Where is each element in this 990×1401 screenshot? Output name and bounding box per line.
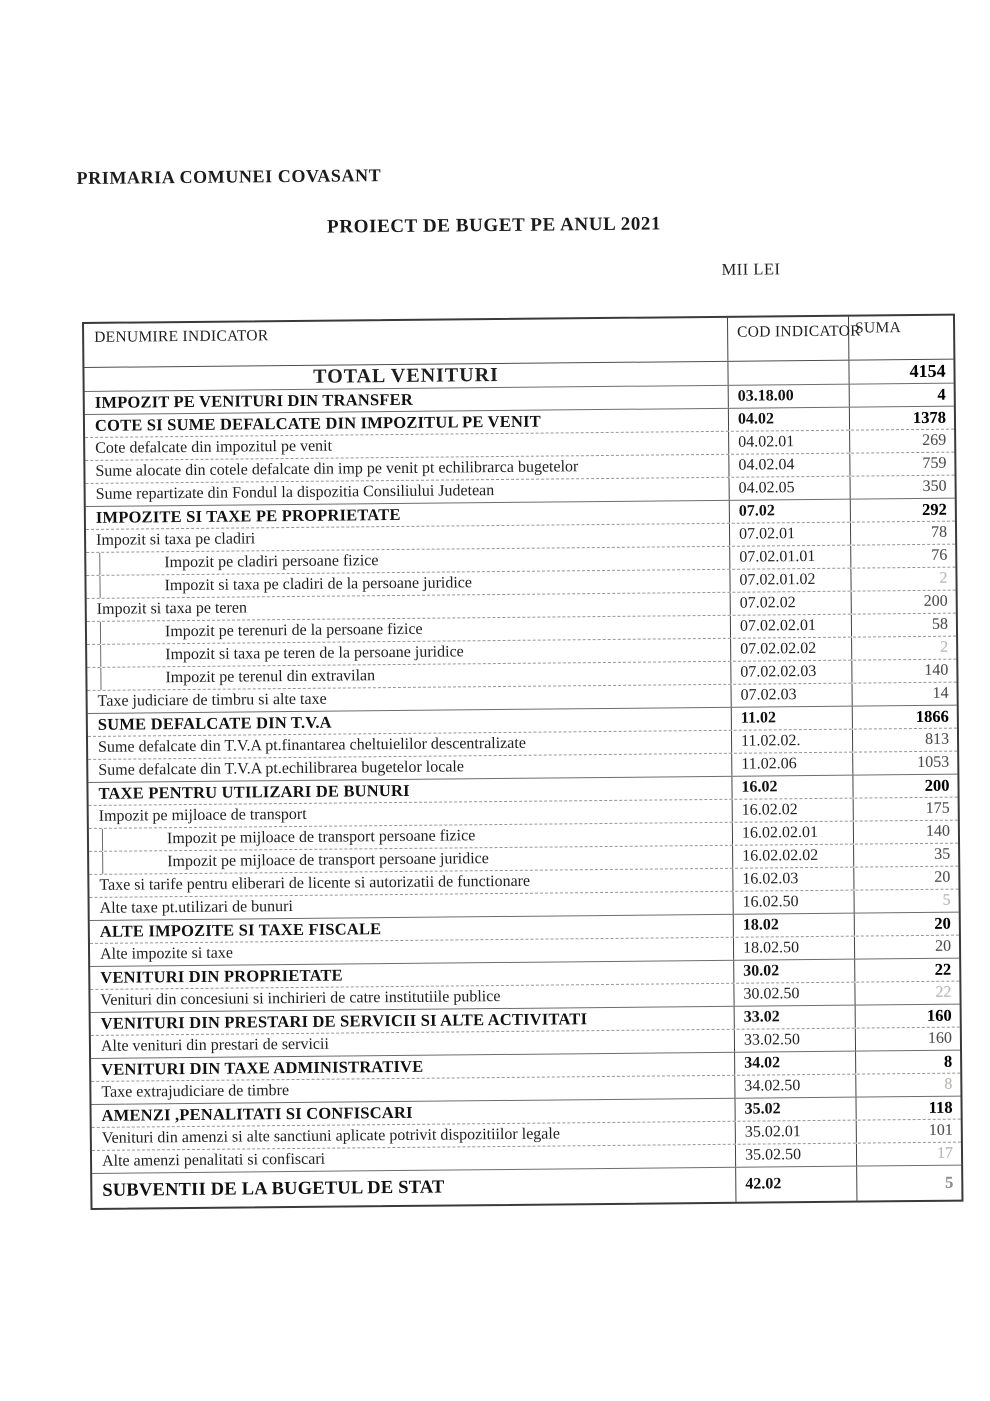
suma-value-cell: 2 — [939, 569, 948, 587]
suma-value-cell: 140 — [924, 661, 949, 679]
indicator-code-cell: 11.02.06 — [732, 753, 853, 776]
indicator-code-cell: 04.02.04 — [729, 454, 850, 477]
col-header-denumire-indicator: DENUMIRE INDICATOR — [84, 318, 728, 367]
indicator-code-cell: 16.02.50 — [733, 891, 854, 914]
suma-value-cell: 175 — [925, 799, 950, 817]
indicator-code-cell: 16.02.02.02 — [733, 845, 854, 868]
indicator-name-cell: Sume defalcate din T.V.A pt.echilibrarea bugetelor locale — [88, 754, 732, 782]
indicator-name-cell: Alte venituri din prestari de servicii — [91, 1030, 735, 1058]
indicator-code-cell: 04.02.01 — [729, 431, 850, 454]
org-title: PRIMARIA COMUNEI COVASANT — [76, 165, 382, 189]
suma-value-cell: 8 — [943, 1051, 953, 1071]
indicator-name-cell: Taxe extrajudiciare de timbre — [91, 1076, 735, 1104]
suma-value-cell: 5 — [942, 891, 951, 909]
indicator-code-cell — [728, 361, 849, 385]
indicator-name-cell: Alte impozite si taxe — [90, 938, 734, 966]
indicator-code-cell: 34.02.50 — [735, 1075, 856, 1098]
suma-value-cell: 1378 — [912, 407, 947, 428]
suma-value-cell: 140 — [925, 822, 951, 840]
suma-value-cell: 1053 — [917, 753, 950, 772]
indicator-code-cell: 07.02.02 — [731, 592, 852, 615]
suma-value-cell: 58 — [931, 615, 949, 633]
indicator-name-cell: COTE SI SUME DEFALCATE DIN IMPOZITUL PE VENIT — [85, 409, 729, 437]
indicator-name-cell: Impozit pe cladiri persoane fizice — [86, 547, 730, 575]
col-header-cod-indicator: COD INDICATOR — [728, 317, 849, 361]
indicator-name-cell: Taxe si tarife pentru eliberari de licente si autorizatii de functionare — [89, 869, 733, 897]
suma-value-cell: 759 — [922, 454, 947, 472]
indicator-code-cell: 35.02.01 — [736, 1121, 857, 1144]
indicator-code-cell: 07.02.02.03 — [731, 661, 852, 684]
indicator-name-cell: Impozit pe mijloace de transport — [89, 800, 733, 828]
suma-value-cell: 4 — [937, 384, 946, 404]
indicator-name-cell: Alte amenzi penalitati si confiscari — [92, 1145, 736, 1173]
suma-value-cell: 14 — [932, 684, 949, 702]
indicator-code-cell: 16.02 — [732, 776, 853, 799]
indicator-name-cell: ALTE IMPOZITE SI TAXE FISCALE — [90, 915, 734, 943]
suma-value-cell: 200 — [924, 775, 950, 795]
indicator-code-cell: 07.02 — [730, 500, 851, 523]
suma-value-cell: 1866 — [915, 706, 949, 727]
indicator-code-cell: 35.02 — [735, 1098, 856, 1121]
suma-value-cell: 20 — [934, 937, 952, 955]
indicator-name-cell: Impozit pe terenul din extravilan — [87, 662, 731, 690]
suma-value-cell: 4154 — [909, 360, 946, 382]
suma-value-cell: 160 — [927, 1029, 952, 1047]
indicator-name-cell: Cote defalcate din impozitul pe venit — [85, 432, 729, 460]
indicator-name-cell: SUBVENTII DE LA BUGETUL DE STAT — [92, 1168, 736, 1208]
indicator-code-cell: 35.02.50 — [736, 1144, 857, 1167]
suma-value-cell: 5 — [944, 1172, 954, 1192]
suma-value-cell: 2 — [940, 638, 949, 656]
indicator-name-cell: Alte taxe pt.utilizari de bunuri — [90, 892, 734, 920]
indicator-name-cell: Impozit si taxa pe teren de la persoane juridice — [87, 639, 731, 667]
suma-value-cell: 76 — [931, 546, 948, 564]
indicator-code-cell: 33.02 — [735, 1006, 856, 1029]
indicator-name-cell: Impozit pe mijloace de transport persoane juridice — [89, 846, 733, 874]
indicator-code-cell: 30.02 — [734, 960, 855, 983]
suma-value-cell: 22 — [934, 959, 952, 979]
indicator-code-cell: 42.02 — [736, 1167, 857, 1202]
col-header-suma: SUMA — [855, 319, 902, 337]
suma-value-cell: 8 — [944, 1075, 953, 1093]
suma-value-cell: 78 — [930, 523, 948, 541]
indicator-name-cell: AMENZI ,PENALITATI SI CONFISCARI — [92, 1099, 736, 1127]
indicator-code-cell: 07.02.02.02 — [731, 638, 852, 661]
currency-note: MII LEI — [721, 259, 781, 279]
suma-value-cell: 292 — [921, 499, 947, 519]
suma-value-cell: 813 — [924, 730, 950, 748]
indicator-name-cell: Impozit si taxa pe cladiri — [86, 524, 730, 552]
indicator-code-cell: 07.02.03 — [732, 684, 853, 707]
indicator-name-cell: Venituri din amenzi si alte sanctiuni aplicate potrivit dispozitiilor legale — [92, 1122, 736, 1150]
indicator-code-cell: 18.02 — [734, 914, 855, 937]
suma-value-cell: 118 — [928, 1097, 953, 1117]
indicator-name-cell: VENITURI DIN PROPRIETATE — [90, 961, 734, 989]
indicator-code-cell: 11.02 — [732, 707, 853, 730]
suma-value-cell: 160 — [926, 1005, 952, 1025]
suma-value-cell: 20 — [934, 913, 951, 933]
table-body — [84, 360, 961, 1208]
indicator-name-cell: TAXE PENTRU UTILIZARI DE BUNURI — [88, 777, 732, 805]
indicator-name-cell: Impozit si taxa pe teren — [87, 593, 731, 621]
indicator-code-cell: 03.18.00 — [729, 385, 850, 408]
indicator-code-cell: 16.02.02.01 — [733, 822, 854, 845]
indicator-code-cell: 18.02.50 — [734, 937, 855, 960]
suma-value-cell: 35 — [934, 845, 951, 863]
suma-value-cell: 200 — [923, 592, 948, 610]
indicator-code-cell: 34.02 — [735, 1052, 856, 1075]
indicator-code-cell: 04.02.05 — [730, 477, 851, 500]
indicator-name-cell: Sume defalcate din T.V.A pt.finantarea cheltuielilor descentralizate — [88, 731, 732, 759]
indicator-name-cell: SUME DEFALCATE DIN T.V.A — [88, 708, 732, 736]
indicator-code-cell: 07.02.02.01 — [731, 615, 852, 638]
indicator-name-cell: Venituri din concesiuni si inchirieri de catre institutiile publice — [90, 984, 734, 1012]
indicator-name-cell: Sume alocate din cotele defalcate din imp pe venit pt echilibrarca bugetelor — [85, 455, 729, 483]
indicator-code-cell: 07.02.01.01 — [730, 546, 851, 569]
suma-value-cell: 350 — [922, 477, 947, 495]
indicator-name-cell: Impozit pe mijloace de transport persoane fizice — [89, 823, 733, 851]
indicator-name-cell: TOTAL VENITURI — [84, 362, 728, 391]
indicator-name-cell: VENITURI DIN TAXE ADMINISTRATIVE — [91, 1053, 735, 1081]
suma-value-cell: 269 — [922, 431, 947, 449]
indicator-code-cell: 30.02.50 — [734, 983, 855, 1006]
indicator-name-cell: Taxe judiciare de timbru si alte taxe — [88, 685, 732, 713]
indicator-code-cell: 07.02.01.02 — [730, 569, 851, 592]
indicator-name-cell: Impozit si taxa pe cladiri de la persoane juridice — [86, 570, 730, 598]
indicator-name-cell: Impozit pe terenuri de la persoane fizice — [87, 616, 731, 644]
doc-title: PROIECT DE BUGET PE ANUL 2021 — [327, 213, 662, 238]
indicator-name-cell: VENITURI DIN PRESTARI DE SERVICII SI ALTE ACTIVITATI — [91, 1007, 735, 1035]
indicator-code-cell: 33.02.50 — [735, 1029, 856, 1052]
indicator-code-cell: 07.02.01 — [730, 523, 851, 546]
suma-value-cell: 17 — [936, 1144, 954, 1162]
suma-value-cell: 101 — [928, 1121, 953, 1139]
suma-value-cell: 22 — [935, 983, 952, 1001]
suma-value-cell: 20 — [934, 868, 951, 886]
indicator-code-cell: 16.02.02 — [733, 799, 854, 822]
indicator-name-cell: IMPOZIT PE VENITURI DIN TRANSFER — [85, 386, 729, 414]
indicator-code-cell: 04.02 — [729, 408, 850, 431]
budget-table — [82, 314, 963, 1210]
indicator-name-cell: IMPOZITE SI TAXE PE PROPRIETATE — [86, 501, 730, 529]
indicator-code-cell: 11.02.02. — [732, 730, 853, 753]
indicator-name-cell: Sume repartizate din Fondul la dispozitia Consiliului Judetean — [86, 478, 730, 506]
indicator-code-cell: 16.02.03 — [733, 868, 854, 891]
